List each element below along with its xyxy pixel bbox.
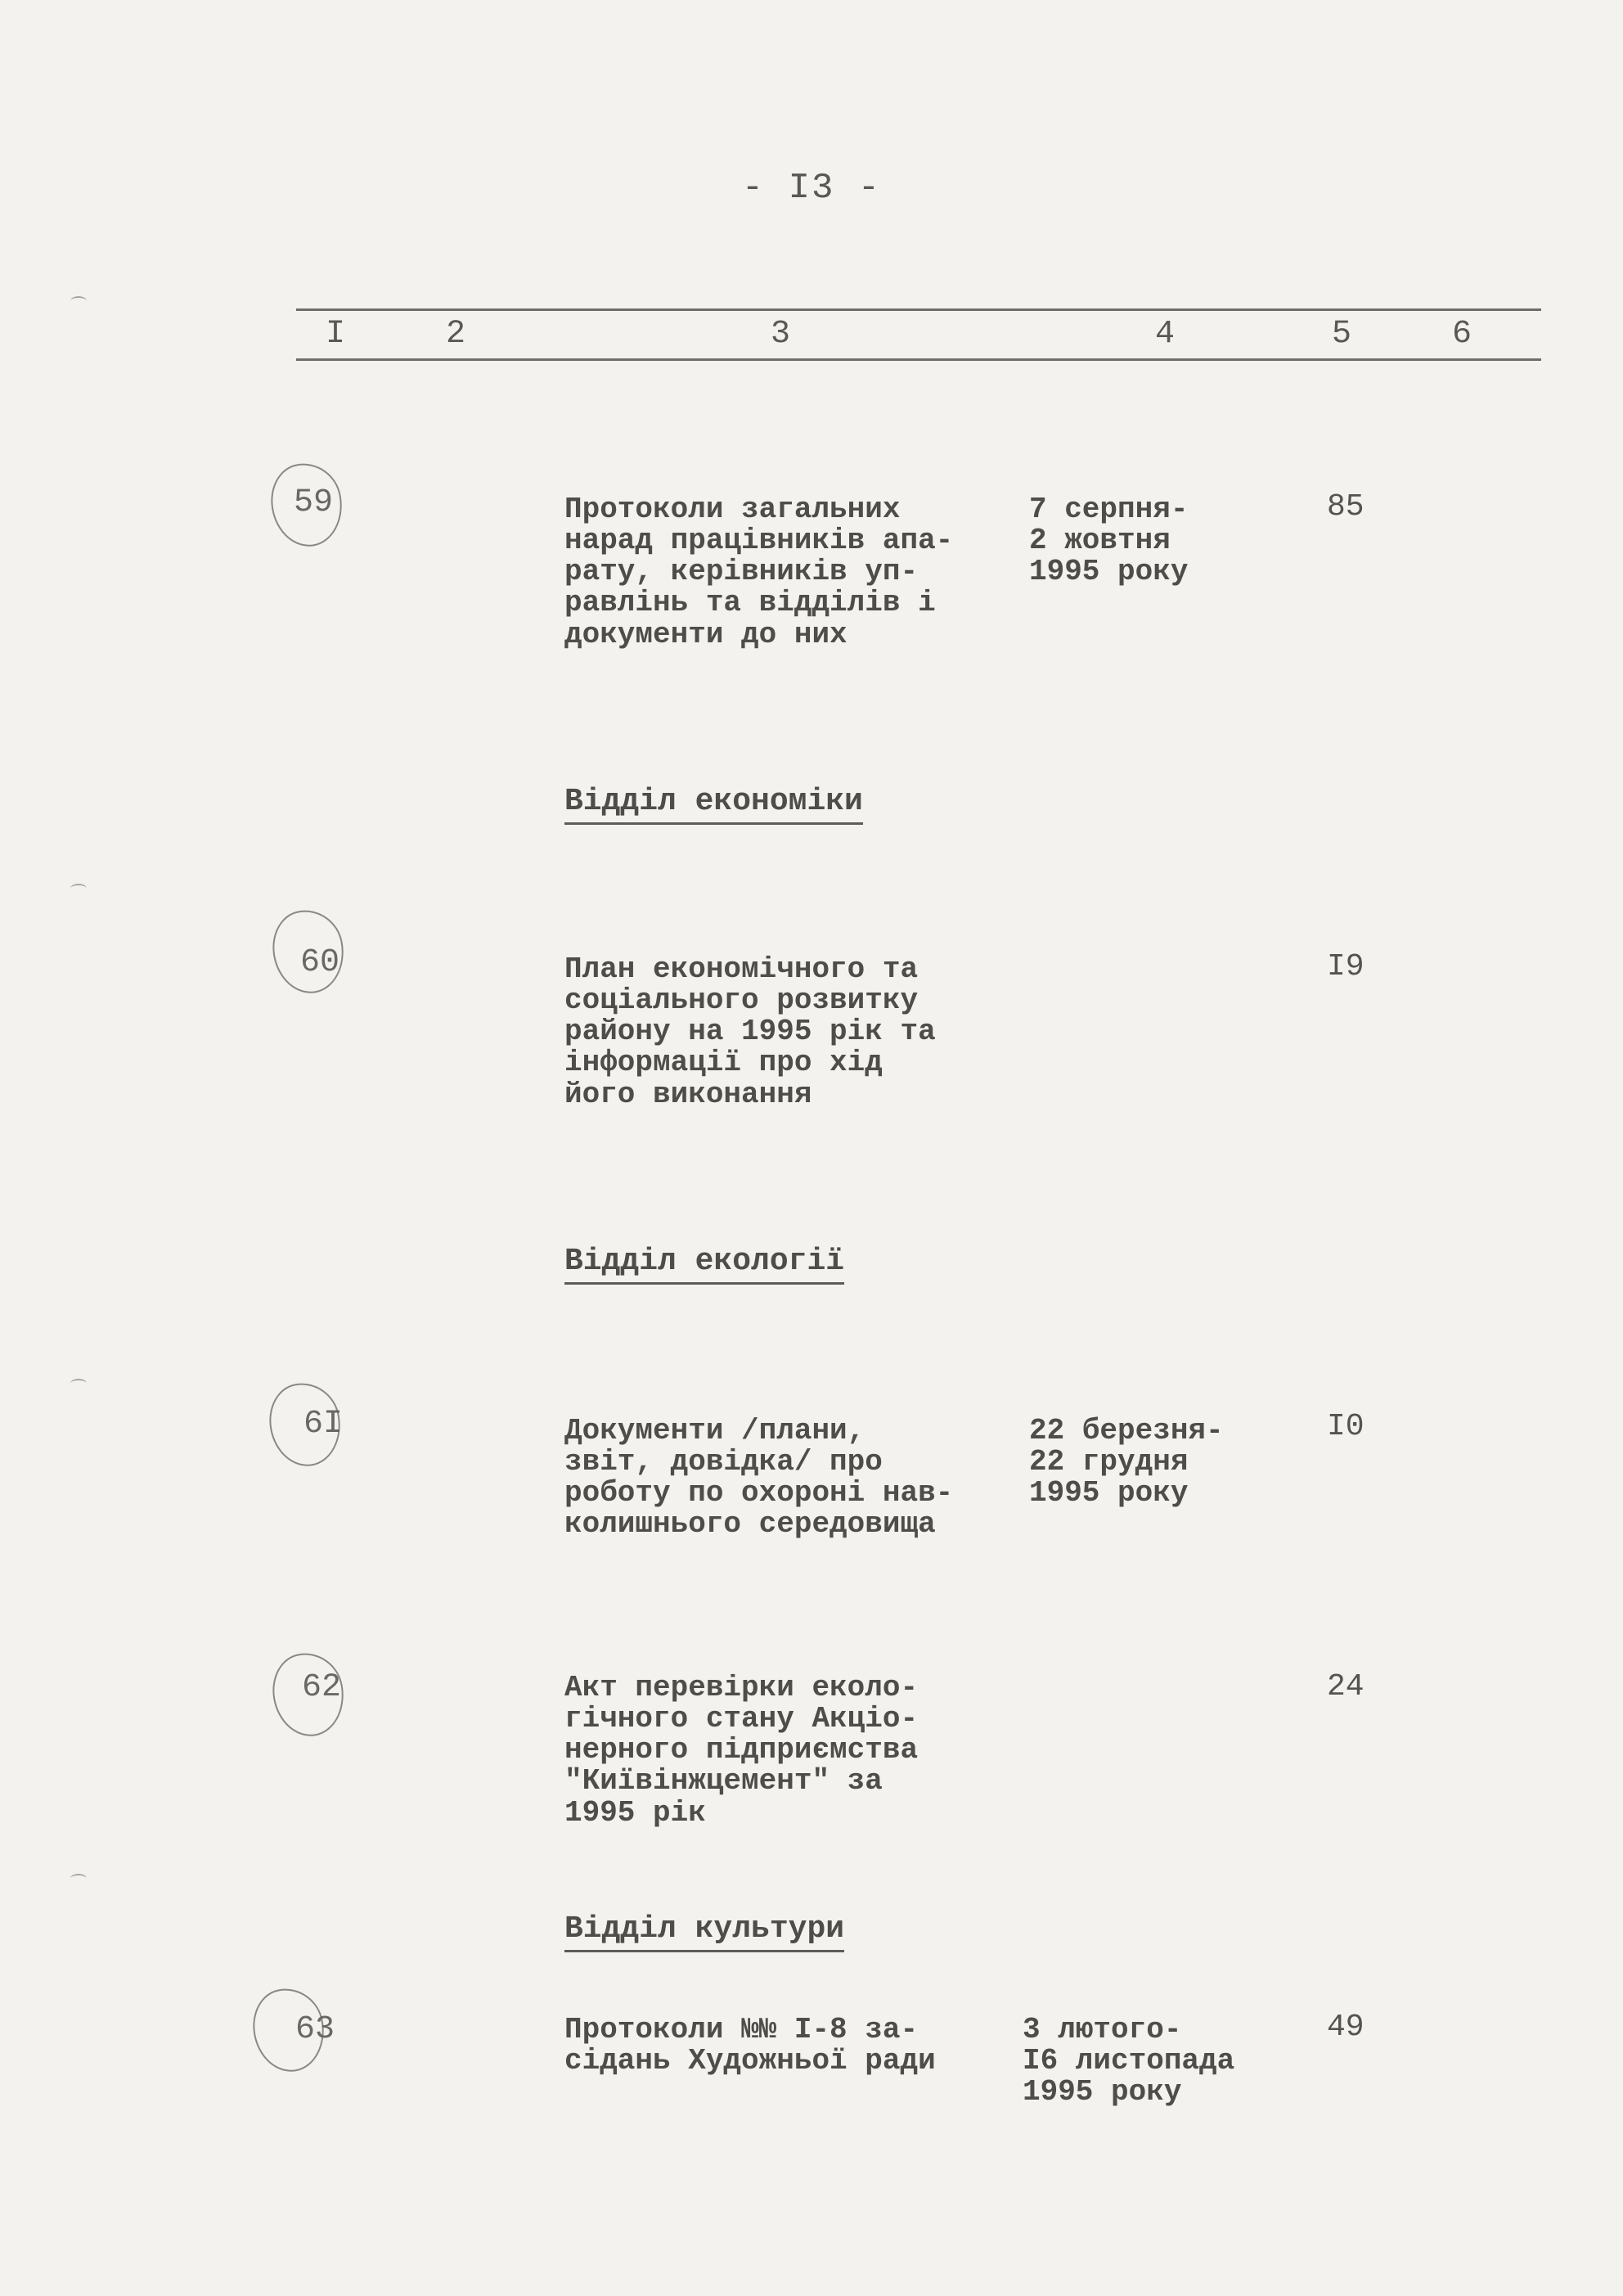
item-title: Протоколи №№ I-8 за- сідань Художньої ради — [564, 2013, 936, 2078]
item-dates: 7 серпня- 2 жовтня 1995 року — [1029, 493, 1189, 589]
section-heading: Відділ культури — [564, 1911, 844, 1952]
item-number: 6I — [303, 1406, 343, 1443]
item-number: 59 — [293, 484, 333, 521]
item-number: 63 — [294, 2011, 335, 2048]
column-header-3: 3 — [771, 316, 791, 353]
item-sheet-count: 85 — [1327, 489, 1364, 524]
column-header-1: I — [326, 316, 346, 353]
item-number: 60 — [299, 944, 339, 981]
margin-mark — [70, 1379, 87, 1389]
margin-mark — [70, 1874, 87, 1884]
column-header-6: 6 — [1452, 316, 1472, 353]
item-dates: 3 лютого- I6 листопада 1995 року — [1023, 2013, 1235, 2109]
column-header-2: 2 — [446, 316, 466, 353]
column-header-5: 5 — [1332, 316, 1352, 353]
item-title: План економічного та соціального розвитку району на 1995 рік та інформації про хід його виконання — [564, 952, 936, 1111]
item-sheet-count: I9 — [1327, 949, 1364, 984]
item-sheet-count: 24 — [1327, 1669, 1364, 1704]
margin-mark — [70, 884, 87, 894]
item-sheet-count: 49 — [1327, 2010, 1364, 2045]
section-heading: Відділ екології — [564, 1244, 844, 1285]
margin-mark — [70, 296, 87, 306]
header-rule-bottom — [296, 358, 1541, 361]
item-dates: 22 березня- 22 грудня 1995 року — [1029, 1414, 1224, 1510]
item-title: Акт перевірки еколо- гічного стану Акціо- нерного підприємства "Київінжцемент" за 1995 рік — [564, 1671, 919, 1830]
item-title: Протоколи загальних нарад працівників апа- рату, керівників уп- равлінь та відділів і документи до них — [564, 493, 954, 651]
item-sheet-count: I0 — [1327, 1409, 1364, 1444]
header-rule-top — [296, 308, 1541, 311]
column-header-4: 4 — [1155, 316, 1176, 353]
section-heading: Відділ економіки — [564, 784, 863, 825]
page-number: - I3 - — [741, 168, 882, 209]
item-title: Документи /плани, звіт, довідка/ про роботу по охороні нав- колишнього середовища — [564, 1414, 954, 1542]
item-number: 62 — [301, 1669, 341, 1706]
